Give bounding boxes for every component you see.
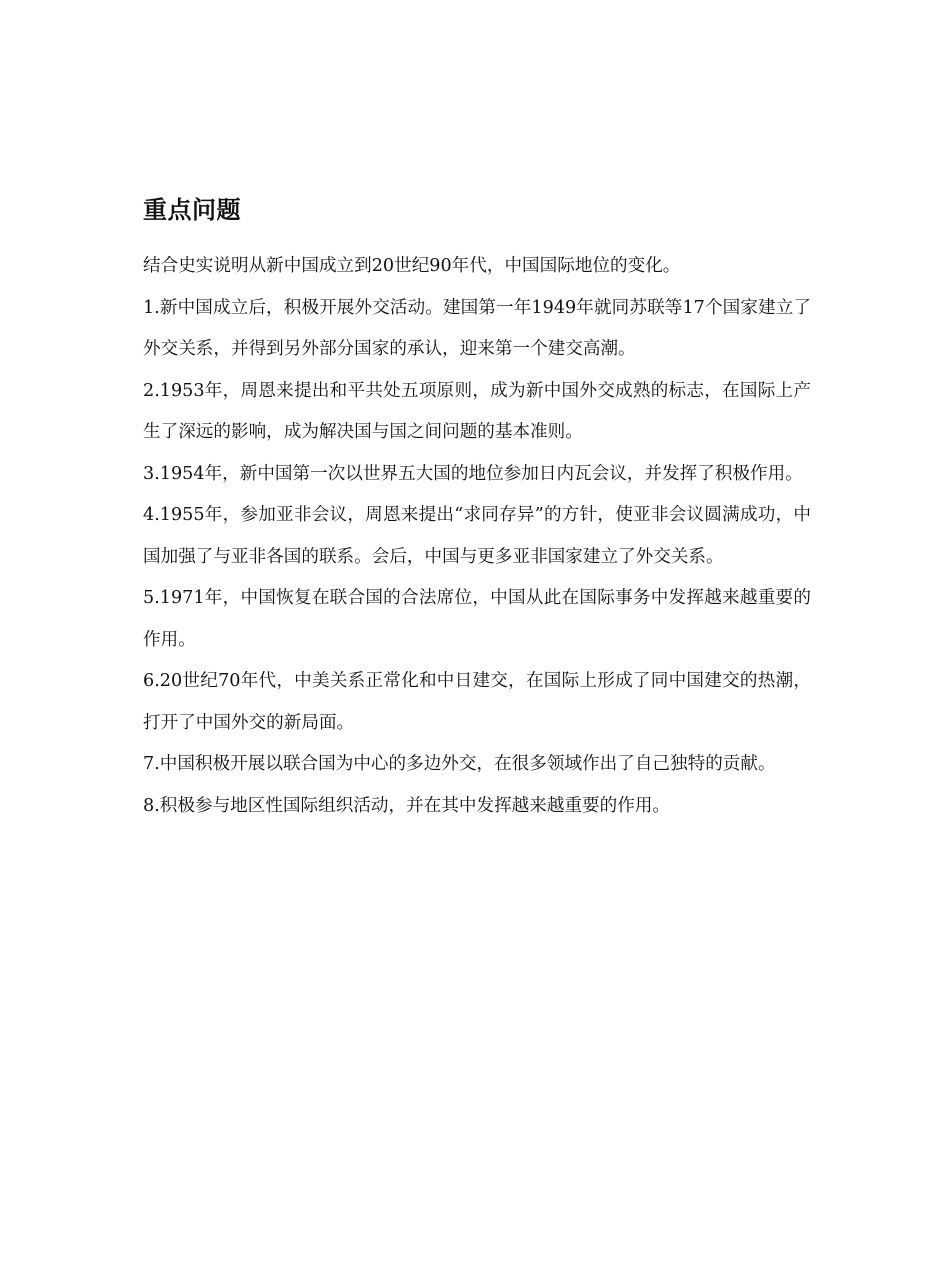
point-7: 7.中国积极开展以联合国为中心的多边外交，在很多领域作出了自己独特的贡献。 <box>143 754 776 774</box>
section-heading: 重点问题 <box>143 196 241 224</box>
point-1: 1.新中国成立后，积极开展外交活动。建国第一年1949年就同苏联等17个国家建立了外交关系，并得到另外部分国家的承认，迎来第一个建交高潮。 <box>143 297 811 359</box>
point-2: 2.1953年，周恩来提出和平共处五项原则，成为新中国外交成熟的标志，在国际上产生了深远的影响，成为解决国与国之间问题的基本准则。 <box>143 380 811 442</box>
point-5: 5.1971年，中国恢复在联合国的合法席位，中国从此在国际事务中发挥越来越重要的作用。 <box>143 588 811 650</box>
question-text: 结合史实说明从新中国成立到20世纪90年代，中国国际地位的变化。 <box>143 256 681 276</box>
point-6: 6.20世纪70年代，中美关系正常化和中日建交，在国际上形成了同中国建交的热潮，打开了中国外交的新局面。 <box>143 671 811 733</box>
point-8: 8.积极参与地区性国际组织活动，并在其中发挥越来越重要的作用。 <box>143 795 671 816</box>
document-content <box>143 193 811 827</box>
point-3: 3.1954年，新中国第一次以世界五大国的地位参加日内瓦会议，并发挥了积极作用。 <box>143 463 803 484</box>
point-4: 4.1955年，参加亚非会议，周恩来提出“求同存异”的方针，使亚非会议圆满成功，中国加强了与亚非各国的联系。会后，中国与更多亚非国家建立了外交关系。 <box>143 505 811 567</box>
